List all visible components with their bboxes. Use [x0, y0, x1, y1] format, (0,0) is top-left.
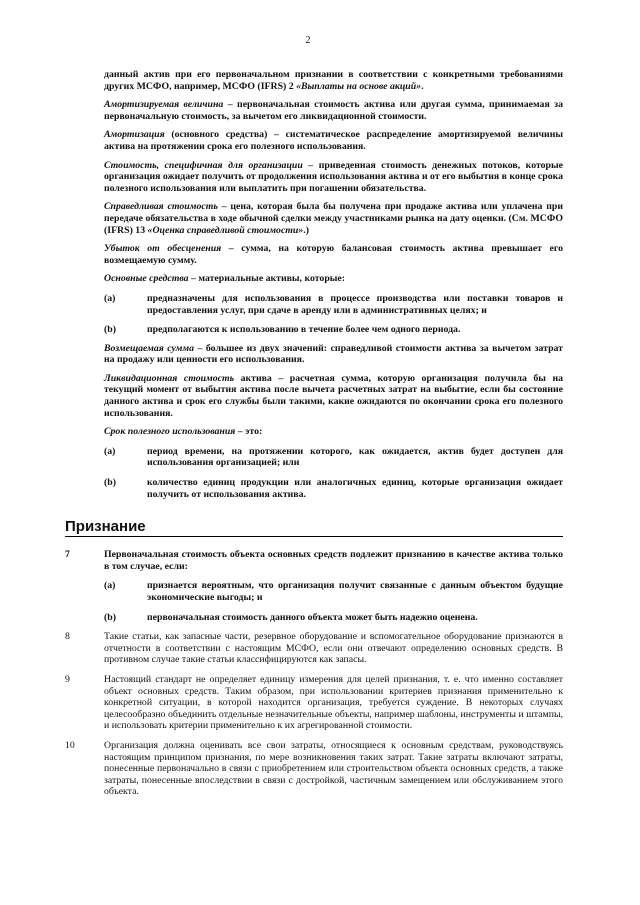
- paragraph-body: [104, 740, 563, 798]
- continued-text: данный актив при его первоначальном признании в соответствии с конкретными требованиями других МСФО, например, МСФО (IFRS) 2: [104, 69, 563, 92]
- list-item-label: (a): [104, 580, 116, 592]
- definition-impairment-loss: [65, 243, 563, 266]
- definition-recoverable-amount: [65, 343, 563, 366]
- continued-paragraph: [104, 69, 563, 92]
- list-item-text: период времени, на протяжении которого, как ожидается, актив будет доступен для использования организацией; или: [147, 445, 563, 469]
- definition-term: Срок полезного использования: [104, 426, 236, 438]
- continued-definition: [65, 69, 563, 92]
- definition-text: [104, 426, 563, 438]
- definition-body: – цена, которая была бы получена при продаже актива или уплачена при передаче обязательства в ходе обычной сделки между участниками рынка на дату оценки. (См. МСФО (IFRS) 13: [104, 201, 563, 236]
- definition-text: [104, 373, 563, 419]
- paragraph-text: Настоящий стандарт не определяет единицу измерения для целей признания, т. е. что именно составляет объект основных средств. Таким образом, при использовании критериев признания применительно к конкретной ситуации, в которой находится организация, требуется суждение. В некоторых случаях целесообразно объединить отдельные незначительные объекты, например шаблоны, инструменты и штампы, и использовать критерии применительно к их агрегированной стоимости.: [104, 673, 563, 732]
- definition-body: – первоначальная стоимость актива или другая сумма, принимаемая за первоначальную стоимость, за вычетом его ликвидационной стоимости.: [104, 99, 563, 122]
- list-item: [104, 446, 563, 469]
- page-content: [65, 69, 563, 806]
- definition-body: актива – расчетная сумма, которую организация получила бы на текущий момент от выбытия актива после вычета расчетных затрат на выбытие, если бы состояние данного актива и срок его службы были такими, какие ожидаются по окончании срока его полезного использования.: [104, 372, 564, 419]
- paragraph-number: 7: [65, 549, 70, 561]
- definition-term: Основные средства: [104, 273, 189, 285]
- list-item-label: (a): [104, 445, 116, 457]
- paragraph-number: 9: [65, 673, 70, 685]
- definition-text: [104, 201, 563, 236]
- list-item: [104, 612, 563, 624]
- definition-useful-life: [65, 426, 563, 500]
- list-item: [104, 293, 563, 316]
- definition-body: – приведенная стоимость денежных потоков, которые организация ожидает получить от продолжения использования актива и от его выбытия в конце срока полезного использования или выплатить при погашении обязательства.: [104, 159, 564, 194]
- paragraph-number: 10: [65, 739, 75, 751]
- list-item: [104, 580, 563, 603]
- definition-depreciable-amount: [65, 99, 563, 122]
- page-number: 2: [305, 35, 311, 46]
- list-item: [104, 324, 563, 336]
- definition-body: – материальные активы, которые:: [188, 273, 346, 285]
- definitions-section: [65, 69, 563, 500]
- paragraph-text: Такие статьи, как запасные части, резервное оборудование и вспомогательное оборудование признаются в отчетности в соответствии с настоящим МСФО, если они отвечают определению основных средств. В противном случае такие статьи классифицируются как запасы.: [104, 631, 563, 666]
- list-item-text: первоначальная стоимость данного объекта может быть надежно оценена.: [147, 611, 478, 623]
- paragraph-number: 8: [65, 631, 70, 643]
- definition-text: [104, 160, 563, 195]
- definition-fair-value: [65, 201, 563, 236]
- list-item-label: (a): [104, 292, 116, 304]
- paragraph-body: [104, 631, 563, 666]
- definition-property-plant-equipment: [65, 273, 563, 335]
- numbered-paragraph-9: [65, 674, 563, 732]
- standard-reference: «Выплаты на основе акций»: [296, 80, 422, 92]
- paragraph-body: [104, 674, 563, 732]
- definition-term: Убыток от обесценения: [104, 243, 222, 255]
- numbered-paragraph-10: [65, 740, 563, 798]
- definition-entity-specific-value: [65, 160, 563, 195]
- list-item: [104, 477, 563, 500]
- definition-body: – большее из двух значений: справедливой стоимости актива за вычетом затрат на продажу или ценности его использования.: [104, 342, 563, 366]
- definition-text: [104, 243, 563, 266]
- definition-text: [104, 343, 563, 366]
- recognition-section: [65, 519, 563, 798]
- paragraph-body: [104, 549, 563, 623]
- definition-residual-value: [65, 373, 563, 419]
- definition-body: – это:: [235, 426, 263, 438]
- definition-text: [104, 129, 563, 152]
- definition-depreciation: [65, 129, 563, 152]
- standard-reference: «Оценка справедливой стоимости»: [147, 224, 304, 236]
- continued-end: .: [421, 80, 424, 92]
- definition-term: Справедливая стоимость: [104, 201, 218, 213]
- list-item-label: (b): [104, 324, 116, 336]
- definition-text: [104, 273, 563, 285]
- list-item-text: признается вероятным, что организация получит связанные с данным объектом будущие экономические выгоды; и: [147, 580, 563, 603]
- list-item-label: (b): [104, 611, 116, 623]
- list-item-label: (b): [104, 477, 116, 489]
- paragraph-text: Организация должна оценивать все свои затраты, относящиеся к основным средствам, руководствуясь настоящим принципом признания, по мере возникновения таких затрат. Такие затраты включают затраты, понесенные первоначально в связи с приобретением или строительством объекта основных средств, а также затраты, понесенные впоследствии в связи с достройкой, частичным замещением или обслуживанием этого объекта.: [104, 739, 563, 798]
- definition-term: Ликвидационная стоимость: [104, 372, 235, 384]
- list-item-text: предназначены для использования в процессе производства или поставки товаров и предоставления услуг, при сдаче в аренду или в административных целях; и: [147, 292, 563, 316]
- list-item-text: предполагаются к использованию в течение более чем одного периода.: [147, 324, 461, 336]
- definition-end: .): [303, 224, 309, 236]
- definition-term: Возмещаемая сумма: [104, 342, 194, 354]
- paragraph-text: Первоначальная стоимость объекта основных средств подлежит признанию в качестве актива только в том случае, если:: [104, 549, 563, 572]
- definition-term: Стоимость, специфичная для организации: [104, 159, 303, 171]
- definition-body: – сумма, на которую балансовая стоимость актива превышает его возмещаемую сумму.: [104, 243, 563, 266]
- definition-body: (основного средства) – систематическое распределение амортизируемой величины актива на протяжении срока его полезного использования.: [104, 129, 563, 152]
- section-heading: Признание: [65, 519, 563, 537]
- list-item-text: количество единиц продукции или аналогичных единиц, которые организация ожидает получить от использования актива.: [147, 477, 563, 500]
- definition-term: Амортизируемая величина: [104, 99, 224, 111]
- definition-term: Амортизация: [104, 129, 165, 141]
- numbered-paragraph-8: [65, 631, 563, 666]
- numbered-paragraph-7: [65, 549, 563, 623]
- definition-text: [104, 99, 563, 122]
